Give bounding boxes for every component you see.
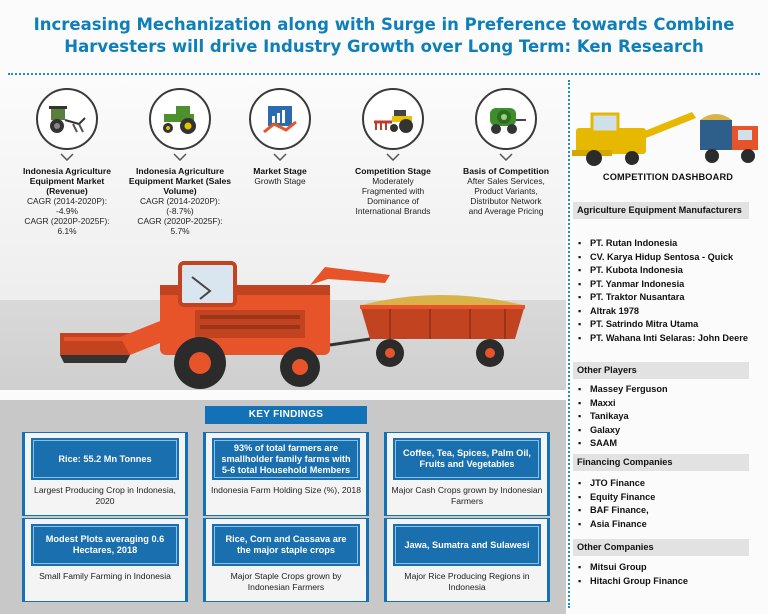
- finding-card: [22, 432, 188, 516]
- stat-line: Dominance of: [367, 196, 419, 206]
- stat-line: 5.7%: [170, 226, 190, 236]
- panel-divider: [568, 80, 570, 608]
- stat-line: Distributor Network: [470, 196, 542, 206]
- stat-line: and Average Pricing: [468, 206, 544, 216]
- finding-highlight: Rice: 55.2 Mn Tonnes: [33, 440, 177, 478]
- stat-line: CAGR (2020P-2025F):: [24, 216, 110, 226]
- list-item: ▪ SAAM: [577, 437, 753, 451]
- stat-title: Competition Stage: [355, 166, 431, 176]
- list-item: ▪ Mitsui Group: [577, 561, 753, 575]
- list-item: ▪ Hitachi Group Finance: [577, 575, 753, 589]
- baler-icon: [475, 88, 537, 150]
- list-item: ▪ BAF Finance,: [577, 504, 753, 518]
- finding-card: [384, 518, 550, 602]
- green-tractor-icon: [149, 88, 211, 150]
- page-title: [0, 14, 768, 58]
- other-players-list: [577, 383, 753, 451]
- stat-revenue: [8, 88, 126, 236]
- finding-caption: Major Staple Crops grown by Indonesian Farmers: [230, 571, 342, 592]
- list-item: ▪ PT. Traktor Nusantara: [577, 291, 753, 305]
- stat-line: (-8.7%): [166, 206, 194, 216]
- list-item: ▪ JTO Finance: [577, 477, 753, 491]
- stat-title: Market Stage: [253, 166, 307, 176]
- stat-competition-stage: [334, 88, 452, 216]
- stat-title: Indonesia Agriculture Equipment Market (Sales Volume): [128, 166, 232, 196]
- stat-basis-of-competition: [447, 88, 565, 216]
- tractor-plow-icon: [36, 88, 98, 150]
- stat-line: Product Variants,: [474, 186, 538, 196]
- list-item: ▪ CV. Karya Hidup Sentosa - Quick: [577, 251, 753, 265]
- title-line-2: Harvesters will drive Industry Growth over Long Term: Ken Research: [64, 37, 704, 56]
- financing-companies-list: [577, 477, 753, 531]
- stat-line: 6.1%: [57, 226, 77, 236]
- stat-line: Fragmented with: [361, 186, 425, 196]
- stat-line: International Brands: [355, 206, 431, 216]
- list-item: ▪ PT. Wahana Inti Selaras: John Deere: [577, 332, 753, 346]
- combine-harvester-illustration: [60, 255, 530, 395]
- list-item: ▪ PT. Yanmar Indonesia: [577, 278, 753, 292]
- dashboard-title: COMPETITION DASHBOARD: [602, 172, 734, 182]
- list-item: ▪ Asia Finance: [577, 518, 753, 532]
- list-item: ▪ Maxxi: [577, 397, 753, 411]
- finding-caption: Indonesia Farm Holding Size (%), 2018: [211, 485, 361, 495]
- section-heading: Agriculture Equipment Manufacturers: [573, 202, 749, 219]
- stat-line: Moderately: [372, 176, 414, 186]
- stat-line: CAGR (2014-2020P):: [26, 196, 108, 206]
- list-item: ▪ Altrak 1978: [577, 305, 753, 319]
- stat-line: Growth Stage: [254, 176, 306, 186]
- finding-card: [203, 518, 369, 602]
- stat-line: CAGR (2014-2020P):: [139, 196, 221, 206]
- title-line-1: Increasing Mechanization along with Surge in Preference towards Combine: [33, 15, 735, 34]
- stat-line: CAGR (2020P-2025F):: [137, 216, 223, 226]
- finding-caption: Major Rice Producing Regions in Indonesia: [404, 571, 530, 592]
- section-heading: Financing Companies: [573, 454, 749, 471]
- other-companies-list: [577, 561, 753, 588]
- finding-highlight: Coffee, Tea, Spices, Palm Oil, Fruits and Vegetables: [395, 440, 539, 478]
- growth-chart-icon: [249, 88, 311, 150]
- stat-line: After Sales Services,: [467, 176, 545, 186]
- finding-caption: Largest Producing Crop in Indonesia, 2020: [34, 485, 176, 506]
- finding-highlight: Jawa, Sumatra and Sulawesi: [395, 526, 539, 564]
- list-item: ▪ PT. Satrindo Mitra Utama: [577, 318, 753, 332]
- harvester-truck-illustration: [572, 98, 764, 168]
- stat-market-stage: [221, 88, 339, 186]
- finding-card: [22, 518, 188, 602]
- tractor-tiller-icon: [362, 88, 424, 150]
- list-item: ▪ Galaxy: [577, 424, 753, 438]
- finding-highlight: Modest Plots averaging 0.6 Hectares, 2018: [33, 526, 177, 564]
- list-item: ▪ PT. Rutan Indonesia: [577, 237, 753, 251]
- finding-card: [384, 432, 550, 516]
- list-item: ▪ Massey Ferguson: [577, 383, 753, 397]
- list-item: ▪ Equity Finance: [577, 491, 753, 505]
- stat-title: Indonesia Agriculture Equipment Market (Revenue): [22, 166, 112, 196]
- manufacturers-list: [577, 237, 753, 345]
- finding-caption: Small Family Farming in Indonesia: [39, 571, 171, 581]
- list-item: ▪ PT. Kubota Indonesia: [577, 264, 753, 278]
- stat-title: Basis of Competition: [463, 166, 549, 176]
- stat-line: -4.9%: [56, 206, 78, 216]
- section-heading: Other Companies: [573, 539, 749, 556]
- key-findings-heading: KEY FINDINGS: [205, 406, 367, 424]
- title-divider: [8, 73, 760, 75]
- finding-card: [203, 432, 369, 516]
- section-heading: Other Players: [573, 362, 749, 379]
- finding-highlight: Rice, Corn and Cassava are the major staple crops: [214, 526, 358, 564]
- finding-caption: Major Cash Crops grown by Indonesian Farmers: [391, 485, 543, 506]
- list-item: ▪ Tanikaya: [577, 410, 753, 424]
- finding-highlight: 93% of total farmers are smallholder family farms with 5-6 total Household Members: [214, 440, 358, 478]
